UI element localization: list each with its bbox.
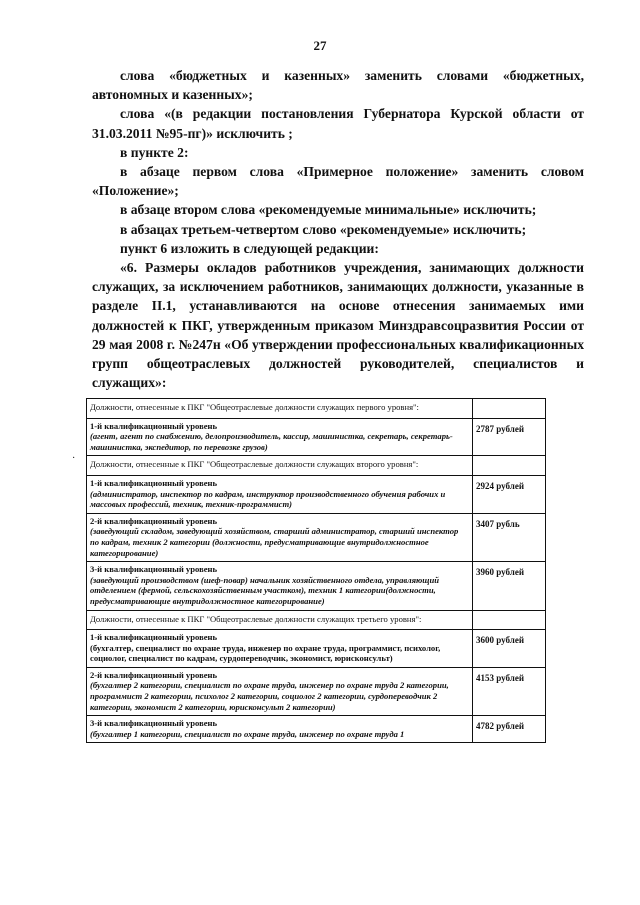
paragraph: пункт 6 изложить в следующей редакции: [120,240,379,256]
paragraph: в абзаце втором слова «рекомендуемые минимальные» исключить; [120,202,537,218]
position-list: (бухгалтер 2 категории, специалист по охране труда, инженер по охране труда 2 категории, программист 2 категории, психолог 2 категории, социолог 2 категории, сурдопереводчик 2 категории, экономист 2 категории, юрисконсульт 2 категории) [90,680,449,712]
table-row [87,716,546,743]
group-header-row [87,456,546,476]
position-cell [87,630,473,668]
group-salary-cell [473,456,546,476]
scan-dot: · [72,453,76,464]
level-label: 1-й квалификационный уровень [90,632,218,643]
position-cell [87,562,473,610]
level-label: 3-й квалификационный уровень [90,718,218,729]
position-list: (администратор, инспектор по кадрам, инструктор производственного обучения рабочих и массовых профессий, техник, техник-программист) [90,488,446,510]
level-label: 2-й квалификационный уровень [90,669,218,680]
paragraph: слова «бюджетных и казенных» заменить словами «бюджетных, автономных и казенных»; [92,68,584,103]
salary-cell: 3407 рубль [473,513,546,561]
paragraph: в абзацах третьем-четвертом слово «рекомендуемые» исключить; [120,221,527,237]
table-row [87,562,546,610]
group-title: Должности, отнесенные к ПКГ "Общеотраслевые должности служащих первого уровня": [87,399,473,419]
salary-table [86,398,546,743]
salary-cell: 2924 рублей [473,475,546,513]
level-label: 3-й квалификационный уровень [90,564,218,575]
position-list: (заведующий складом, заведующий хозяйством, старший администратор, старший инспектор по кадрам, техник 2 категории (должности, предусматривающие внутридолжностное категорирование) [90,526,459,558]
group-salary-cell [473,399,546,419]
group-title: Должности, отнесенные к ПКГ "Общеотраслевые должности служащих второго уровня": [87,456,473,476]
amendment-text [92,66,584,392]
salary-cell: 4782 рублей [473,716,546,743]
level-label: 2-й квалификационный уровень [90,515,218,526]
paragraph: слова «(в редакции постановления Губернатора Курской области от 31.03.2011 №95-пг)» исключить ; [92,106,584,141]
paragraph: в пункте 2: [120,144,189,160]
position-cell [87,667,473,715]
table-row [87,630,546,668]
page-number: 27 [313,38,327,53]
group-header-row [87,610,546,630]
group-title: Должности, отнесенные к ПКГ "Общеотраслевые должности служащих третьего уровня": [87,610,473,630]
position-cell [87,418,473,456]
table-row [87,667,546,715]
position-cell [87,513,473,561]
group-salary-cell [473,610,546,630]
group-header-row [87,399,546,419]
salary-cell: 2787 рублей [473,418,546,456]
position-cell [87,716,473,743]
position-list: (бухгалтер, специалист по охране труда, инженер по охране труда, программист, психолог, социолог, специалист по кадрам, сурдопереводчик, экономист, юрисконсульт) [90,642,441,664]
salary-cell: 3600 рублей [473,630,546,668]
table-row [87,475,546,513]
position-cell [87,475,473,513]
salary-cell: 4153 рублей [473,667,546,715]
position-list: (бухгалтер 1 категории, специалист по охране труда, инженер по охране труда 1 [90,728,405,739]
paragraph: в абзаце первом слова «Примерное положение» заменить словом «Положение»; [92,164,584,199]
position-list: (заведующий производством (шеф-повар) начальник хозяйственного отдела, управляющий отделением (фермой, сельскохозяйственным участком), техник 1 категории(должности, предусматривающие внутридолжностное категорирование) [90,574,440,606]
level-label: 1-й квалификационный уровень [90,477,218,488]
paragraph: «6. Размеры окладов работников учреждения, занимающих должности служащих, за исключением работников, занимающих должности, указанные в разделе II.1, устанавливаются на основе отнесения занимаемых ими должностей к ПКГ, утвержденным приказом Минздравсоцразвития России от 29 мая 2008 г. №247н «Об утверждении профессиональных квалификационных групп общеотраслевых должностей руководителей, специалистов и служащих»: [92,260,584,391]
salary-cell: 3960 рублей [473,562,546,610]
position-list: (агент, агент по снабжению, делопроизводитель, кассир, машинистка, секретарь, секретарь-машинистка, экспедитор, по перевозке грузов) [90,431,453,452]
table-row [87,418,546,456]
level-label: 1-й квалификационный уровень [90,420,218,431]
table-row [87,513,546,561]
